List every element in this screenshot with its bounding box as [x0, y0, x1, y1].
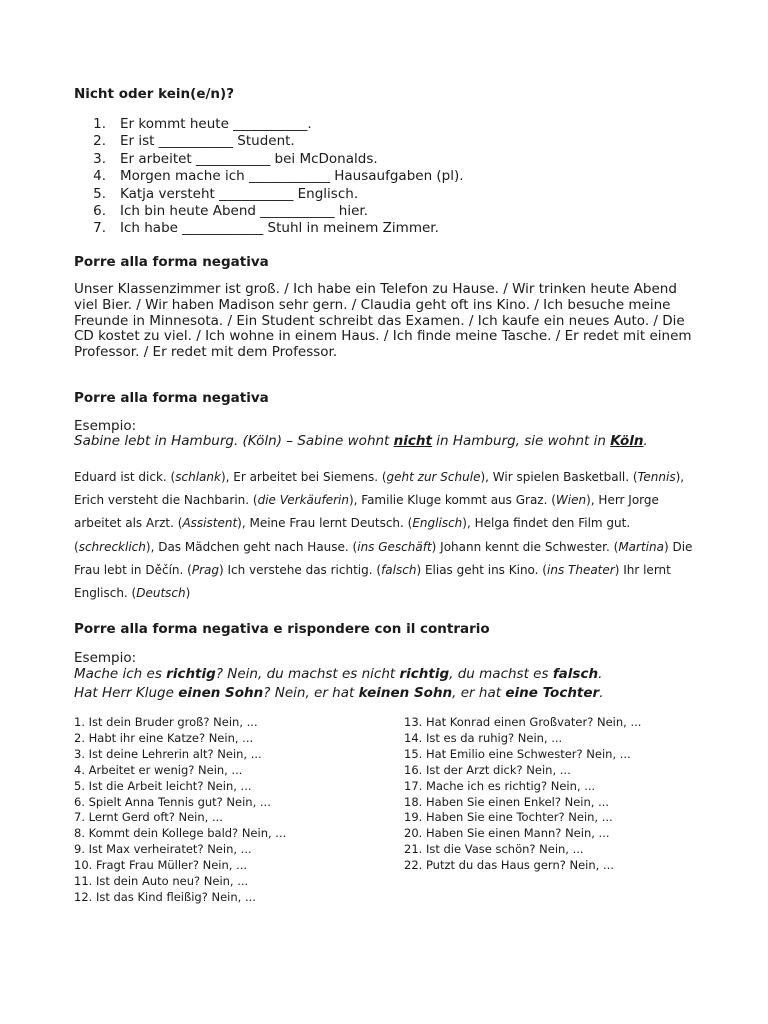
- sentence-text: Erich versteht die Nachbarin. (: [74, 493, 258, 508]
- sentence-text: ),: [145, 539, 159, 554]
- list-item: [74, 133, 464, 150]
- sentence-hint: geht zur Schule: [386, 470, 481, 484]
- section4-example-1: [74, 666, 602, 682]
- list-item: [74, 151, 464, 168]
- example-bold: eine Tochter: [505, 685, 600, 701]
- sentence-text: ),: [462, 516, 475, 531]
- sentence-text: Johann kennt die Schwester. (: [440, 539, 619, 554]
- sentence-text: Meine Frau lernt Deutsch. (: [249, 516, 413, 531]
- list-text: Er arbeitet ___________ bei McDonalds.: [120, 150, 378, 167]
- sentence-hint: Wien: [555, 493, 587, 508]
- example-bold: einen Sohn: [178, 685, 264, 701]
- list-item: [74, 186, 464, 203]
- section3-example: [74, 433, 648, 449]
- sentence-text: ): [431, 539, 441, 554]
- list-item: [74, 220, 464, 237]
- sentence-text: Eduard ist dick. (: [74, 470, 176, 484]
- question-item: 7. Lernt Gerd oft? Nein, ...: [74, 810, 223, 825]
- example-text: .: [599, 685, 604, 701]
- sentence-hint: ins Theater: [547, 562, 615, 577]
- example-nicht: nicht: [393, 433, 432, 449]
- question-item: 19. Haben Sie eine Tochter? Nein, ...: [404, 810, 613, 825]
- sentence-hint: Tennis: [637, 470, 676, 484]
- sentence-text: ): [218, 562, 228, 577]
- sentence-hint: Englisch: [412, 516, 463, 531]
- sentence-text: ): [663, 539, 673, 554]
- question-item: 21. Ist die Vase schön? Nein, ...: [404, 842, 584, 857]
- question-item: 4. Arbeitet er wenig? Nein, ...: [74, 762, 243, 777]
- question-item: 2. Habt ihr eine Katze? Nein, ...: [74, 730, 254, 745]
- sentence-text: ): [416, 562, 425, 577]
- example-text: , du machst es: [449, 666, 553, 682]
- sentence-text: ),: [220, 470, 234, 484]
- question-item: 20. Haben Sie einen Mann? Nein, ...: [404, 826, 610, 841]
- question-item: 12. Ist das Kind fleißig? Nein, ...: [74, 889, 256, 904]
- section4-example-label: Esempio:: [74, 650, 137, 666]
- sentence-text: ): [614, 562, 624, 577]
- example-text: , er hat: [452, 685, 506, 701]
- list-number: 6.: [93, 203, 106, 220]
- example-bold: richtig: [166, 666, 216, 682]
- sentence-text: ),: [348, 493, 362, 508]
- question-item: 5. Ist die Arbeit leicht? Nein, ...: [74, 778, 252, 793]
- question-item: 6. Spielt Anna Tennis gut? Nein, ...: [74, 794, 271, 809]
- sentence-text: ),: [480, 470, 493, 484]
- sentence-text: Die Frau lebt in Děčín. (: [74, 539, 693, 577]
- section4-title: Porre alla forma negativa e rispondere con il contrario: [74, 621, 490, 637]
- sentence-hint: ins Geschäft: [357, 539, 432, 554]
- section3-title: Porre alla forma negativa: [74, 390, 269, 406]
- question-item: 13. Hat Konrad einen Großvater? Nein, ...: [404, 715, 642, 729]
- list-item: [74, 168, 464, 185]
- sentence-hint: falsch: [381, 562, 417, 577]
- sentence-hint: schlank: [175, 470, 221, 484]
- example-text: .: [643, 433, 648, 449]
- sentence-text: Wir spielen Basketball. (: [492, 470, 638, 484]
- list-number: 7.: [93, 220, 106, 237]
- list-number: 3.: [93, 150, 106, 167]
- list-number: 4.: [93, 168, 106, 185]
- questions-left-column: [74, 715, 286, 906]
- list-item: [74, 203, 464, 220]
- sentence-text: Herr Jorge arbeitet als Arzt. (: [74, 493, 659, 531]
- questions-right-column: [404, 715, 641, 874]
- example-text: in Hamburg, sie wohnt in: [431, 433, 611, 449]
- sentence-text: ),: [675, 470, 685, 484]
- section3-example-label: Esempio:: [74, 418, 137, 434]
- question-item: 22. Putzt du das Haus gern? Nein, ...: [404, 858, 614, 873]
- list-text: Katja versteht ___________ Englisch.: [120, 185, 359, 202]
- sentence-text: Ich verstehe das richtig. (: [227, 562, 382, 577]
- example-koeln: Köln: [610, 433, 644, 449]
- question-item: 14. Ist es da ruhig? Nein, ...: [404, 730, 563, 745]
- list-text: Er kommt heute ___________.: [120, 116, 312, 132]
- example-text: ? Nein, er hat: [263, 685, 359, 701]
- sentence-text: Das Mädchen geht nach Hause. (: [158, 539, 358, 554]
- question-item: 3. Ist deine Lehrerin alt? Nein, ...: [74, 746, 262, 761]
- question-item: 9. Ist Max verheiratet? Nein, ...: [74, 842, 252, 857]
- example-bold: richtig: [399, 666, 450, 682]
- example-text: .: [598, 666, 603, 682]
- sentence-text: Ihr lernt Englisch. (: [74, 562, 671, 601]
- question-item: 15. Hat Emilio eine Schwester? Nein, ...: [404, 746, 631, 761]
- list-item: [74, 116, 464, 133]
- list-number: 2.: [93, 133, 106, 150]
- sentence-text: ): [185, 586, 191, 601]
- sentence-hint: Deutsch: [136, 586, 186, 601]
- sentence-hint: Martina: [618, 539, 664, 554]
- sentence-hint: Assistent: [182, 516, 238, 531]
- sentence-hint: Prag: [191, 562, 219, 577]
- list-text: Ich habe ____________ Stuhl in meinem Zimmer.: [120, 220, 439, 237]
- sentence-text: Er arbeitet bei Siemens. (: [233, 470, 387, 484]
- section1-list: [74, 116, 464, 238]
- question-item: 1. Ist dein Bruder groß? Nein, ...: [74, 715, 258, 729]
- sentence-text: Familie Kluge kommt aus Graz. (: [361, 493, 556, 508]
- question-item: 17. Mache ich es richtig? Nein, ...: [404, 778, 596, 793]
- list-text: Er ist ___________ Student.: [120, 133, 295, 150]
- question-item: 18. Haben Sie einen Enkel? Nein, ...: [404, 794, 610, 809]
- example-text: ? Nein, du machst es nicht: [215, 666, 400, 682]
- sentence-hint: die Verkäuferin: [257, 493, 349, 508]
- sentence-text: ),: [586, 493, 599, 508]
- sentence-text: Elias geht ins Kino. (: [424, 562, 547, 577]
- section2-paragraph: Unser Klassenzimmer ist groß. / Ich habe ein Telefon zu Hause. / Wir trinken heute Abend viel Bier. / Wir haben Madison sehr gern. / Claudia geht oft ins Kino. / Ich besuche meine Freunde in Minnesota. / Ein Student schreibt das Examen. / Ich kaufe ein neues Auto. / Die CD kostet zu viel. / Ich wohne in einem Haus. / Ich finde meine Tasche. / Er redet mit einem Professor. / Er redet mit dem Professor.: [74, 281, 692, 361]
- list-number: 5.: [93, 185, 106, 202]
- sentence-hint: schrecklich: [78, 539, 146, 554]
- question-item: 8. Kommt dein Kollege bald? Nein, ...: [74, 826, 287, 841]
- section4-example-2: [74, 685, 604, 701]
- sentence-text: ),: [237, 516, 250, 531]
- list-number: 1.: [93, 116, 106, 132]
- question-item: 11. Ist dein Auto neu? Nein, ...: [74, 874, 249, 889]
- example-bold: keinen Sohn: [358, 685, 453, 701]
- list-text: Morgen mache ich ____________ Hausaufgaben (pl).: [120, 168, 464, 185]
- example-text: Mache ich es: [74, 666, 167, 682]
- list-text: Ich bin heute Abend ___________ hier.: [120, 203, 369, 220]
- section1-title: Nicht oder kein(e/n)?: [74, 86, 235, 102]
- question-item: 16. Ist der Arzt dick? Nein, ...: [404, 762, 571, 777]
- section3-sentences: [74, 466, 700, 605]
- question-item: 10. Fragt Frau Müller? Nein, ...: [74, 858, 248, 873]
- example-bold: falsch: [552, 666, 599, 682]
- example-text: Hat Herr Kluge: [74, 685, 179, 701]
- sentence-text: Helga findet den Film gut. (: [74, 516, 631, 554]
- section2-title: Porre alla forma negativa: [74, 254, 269, 270]
- example-text: Sabine lebt in Hamburg. (Köln) – Sabine wohnt: [74, 433, 394, 449]
